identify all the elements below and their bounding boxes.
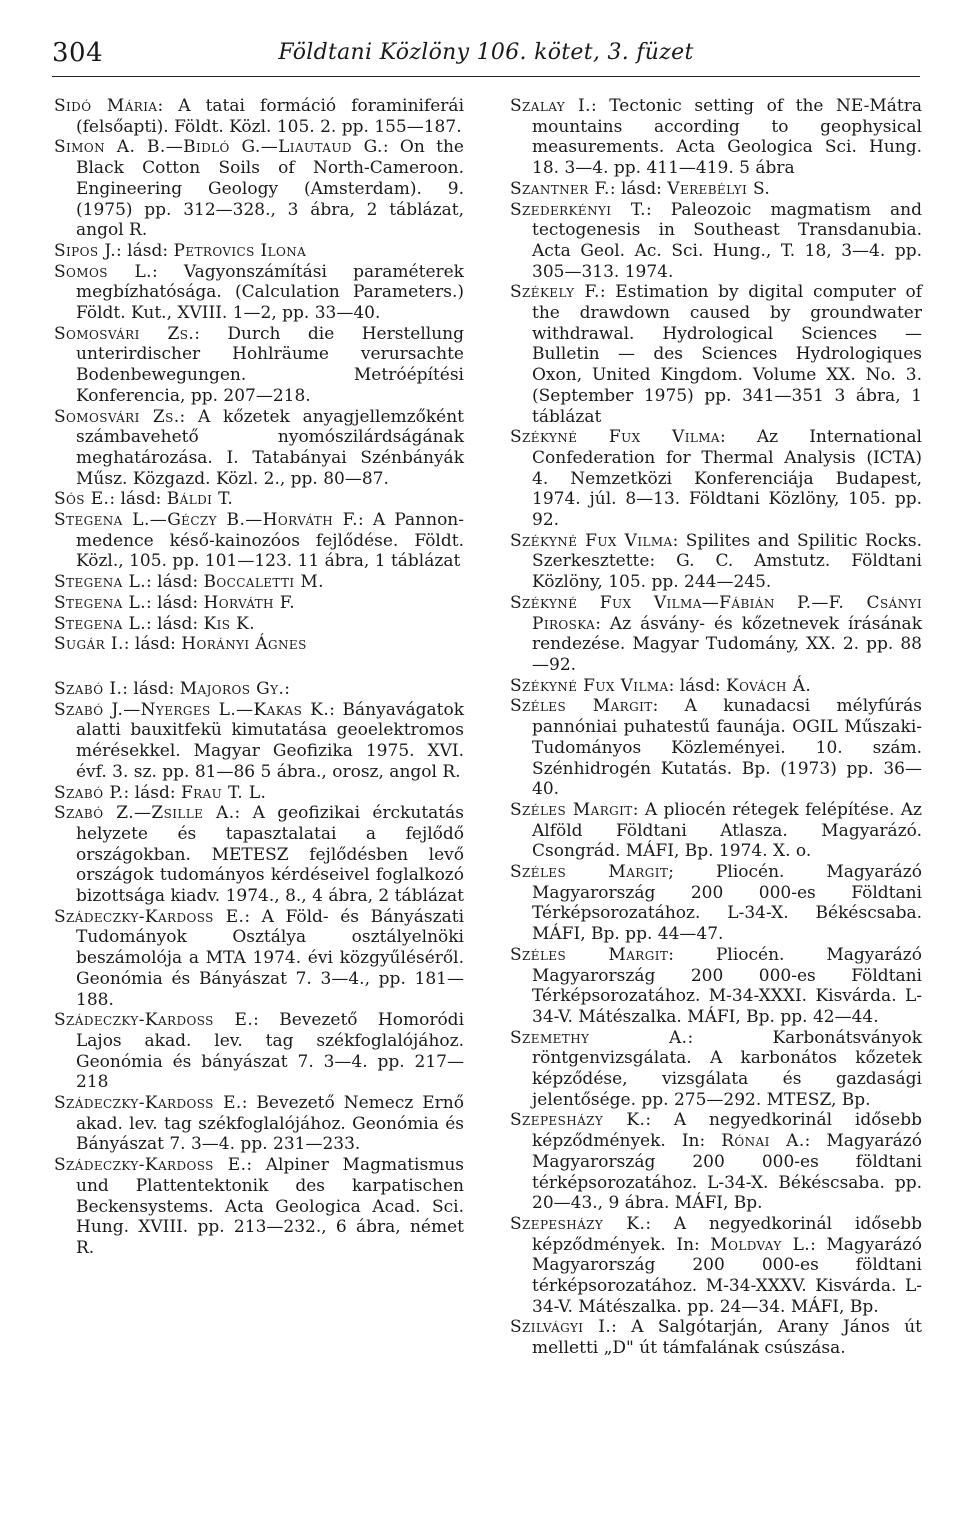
entry-author: Stegena L.—Géczy B.—Horváth F.	[54, 510, 358, 531]
bibliography-entry	[510, 1214, 922, 1318]
entry-author: Széles Margit	[510, 862, 669, 883]
bibliography-entry	[510, 800, 922, 862]
entry-text: : Karbonátsványok röntgenvizsgálata. A karbonátos kőzetek képződése, vizsgálata és gazdasági jelentősége. pp. 275—292. MTESZ, Bp.	[532, 1027, 922, 1110]
entry-text: : A geofizikai érckutatás helyzete és tapasztalatai a fejlődő országokban. METESZ fejlődésben levő országok tudományos kérdéseivel foglalkozó bizottsága kiadv. 1974., 8., 4 ábra, 2 táblázat	[76, 803, 464, 907]
entry-text: : Alpiner Magmatismus und Plattentektonik des karpatischen Beckensystems. Acta Geologica Acad. Sci. Hung. XVIII. pp. 213—232., 6 ábra, német R.	[76, 1155, 464, 1258]
entry-author: Stegena L.	[54, 613, 147, 634]
entry-text: : A Pannon-medence késő-kainozóos fejlődése. Földt. Közl., 105. pp. 101—123. 11 ábra, 1 táblázat	[76, 510, 465, 572]
bibliography-entry	[510, 96, 922, 179]
entry-author: Szantner F.	[510, 178, 610, 199]
entry-cross-reference: Petrovics Ilona	[173, 240, 307, 261]
entry-text: : lásd:	[123, 634, 182, 655]
entry-author: Szilvágyi I.	[510, 1317, 612, 1338]
entry-author: Szalay I.	[510, 96, 591, 116]
entry-text: : A kunadacsi mélyfúrás pannóniai puhatestű faunája. OGIL Műszaki-Tudományos Közleményei. 10. szám. Szénhidrogén Kutatás. Bp. (1973) pp. 36—40.	[532, 696, 922, 800]
bibliography-entry	[54, 324, 464, 407]
bibliography-entry	[54, 96, 464, 137]
bibliography-entry	[510, 593, 922, 676]
bibliography-entry	[54, 803, 464, 907]
bibliography-entry	[510, 179, 922, 200]
entry-text: : lásd:	[146, 592, 204, 613]
entry-text: : Az ásvány- és kőzetnevek írásának rendezése. Magyar Tudomány, XX. 2. pp. 88—92.	[532, 613, 922, 675]
entry-author: Szemethy A.	[510, 1027, 688, 1048]
entry-text: : Spilites and Spilitic Rocks. Szerkesztette: G. C. Amstutz. Földtani Közlöny, 105. pp. 244—245.	[532, 530, 922, 593]
entry-text: : lásd:	[609, 178, 668, 199]
entry-text: : lásd:	[668, 675, 727, 696]
bibliography-entry	[510, 696, 922, 800]
bibliography-entry	[54, 137, 464, 241]
entry-author: Somos L.	[54, 261, 152, 282]
entry-author: Szádeczky-Kardoss E.	[54, 906, 245, 927]
entry-text: ; Pliocén. Magyarázó Magyarország 200 000-es Földtani Térképsorozatához. L-34-X. Békéscsaba. MÁFI, Bp. pp. 44—47.	[532, 862, 922, 945]
bibliography-entry	[54, 241, 464, 262]
entry-author: Szepesházy K.	[510, 1213, 646, 1234]
page-header	[52, 30, 920, 80]
entry-author: Sós E.	[54, 489, 110, 510]
bibliography-entry	[54, 510, 464, 572]
bibliography-entry	[54, 593, 464, 614]
entry-author: Somosvári Zs.	[54, 406, 180, 427]
bibliography-entry	[510, 282, 922, 427]
entry-author: Szepesházy K.	[510, 1110, 646, 1131]
bibliography-entry	[54, 1010, 464, 1093]
entry-author: Stegena L.	[54, 572, 147, 593]
entry-text: : Pliocén. Magyarázó Magyarország 200 000-es Földtani Térképsorozatához. M-34-XXXI. Kisvárda. L-34-V. Mátészalka. MÁFI, Bp. pp. 42—44.	[532, 944, 922, 1027]
right-column	[510, 96, 922, 1359]
entry-text: : A tatai formáció foraminiferái (felsőapti). Földt. Közl. 105. 2. pp. 155—187.	[76, 96, 464, 137]
bibliography-entry	[510, 427, 922, 531]
entry-text: : Bevezető Nemecz Ernő akad. lev. tag székfoglalójához. Geonómia és Bányászat 7. 3—4. pp. 231—233.	[76, 1093, 464, 1155]
entry-author: Szabó Z.—Zsille A.	[54, 803, 235, 824]
entry-cross-reference: Báldi T.	[166, 489, 234, 510]
entry-text: : lásd:	[123, 782, 181, 803]
entry-text: : Paleozoic magmatism and tectogenesis in Southeast Transdanubia. Acta Geol. Ac. Sci. Hung., T. 18, 3—4. pp. 305—313. 1974.	[532, 199, 923, 282]
bibliography-entry	[54, 1093, 464, 1155]
entry-author: Szádeczky-Kardoss E.	[54, 1093, 242, 1114]
entry-author: Sipos J.	[54, 240, 117, 261]
entry-author: Székyné Fux Vilma	[510, 675, 669, 696]
bibliography-entry	[54, 407, 464, 490]
entry-author: Somosvári Zs.	[54, 323, 195, 344]
entry-author: Sidó Mária	[54, 96, 158, 116]
entry-text: : lásd:	[122, 678, 180, 699]
entry-author: Széles Margit	[510, 696, 653, 717]
entry-cross-reference: Kis K.	[203, 613, 256, 634]
entry-author: Székyné Fux Vilma—Fábián P.—F. Csányi Piroska	[510, 592, 922, 634]
entry-text: : A Salgótarján, Arany János út melletti „D" út támfalának csúszása.	[532, 1317, 922, 1359]
entry-text: : Bevezető Homoródi Lajos akad. lev. tag székfoglalójához. Geonómia és bányászat 7. 3—4. pp. 217—218	[76, 1010, 464, 1093]
page-number: 304	[52, 38, 104, 68]
entry-author: Szabó I.	[54, 678, 123, 699]
entry-text-continued: : Magyarázó Magyarország 200 000-es földtani térképsorozatához. L-34-X. Békéscsaba. pp. 20—43., 9 ábra. MÁFI, Bp.	[532, 1131, 922, 1214]
entry-author: Stegena L.	[54, 592, 147, 613]
entry-author: Szederkényi T.	[510, 199, 646, 220]
bibliography-entry	[510, 1110, 922, 1214]
entry-text: : Tectonic setting of the NE-Mátra mountains according to geophysical measurements. Acta Geologica Sci. Hung. 18. 3—4. pp. 411—419. 5 ábra	[532, 96, 923, 179]
entry-cross-reference: Boccaletti M.	[203, 572, 324, 593]
bibliography-entry	[510, 200, 922, 283]
entry-author: Szabó P.	[54, 782, 124, 803]
entry-text: : On the Black Cotton Soils of North-Cameroon. Engineering Geology (Amsterdam). 9. (1975) pp. 312—328., 3 ábra, 2 táblázat, angol R.	[76, 137, 464, 241]
entry-author: Székely F.	[510, 282, 600, 303]
entry-author: Széles Margit	[510, 944, 669, 965]
entry-text: : lásd:	[146, 613, 204, 634]
entry-text: : A pliocén rétegek felépítése. Az Alföld Földtani Atlasza. Magyarázó. Csongrád. MÁFI, Bp. 1974. X. o.	[532, 799, 922, 862]
entry-cross-reference: Horváth F.	[203, 592, 296, 613]
bibliography-entry	[54, 634, 464, 655]
entry-text: : A kőzetek anyagjellemzőként számbavehető nyomószilárdságának meghatározása. I. Tatabányai Szénbányák Műsz. Közgazd. Közl. 2., pp. 80—87.	[76, 406, 464, 489]
entry-text: : Durch die Herstellung unterirdischer Hohlräume verursachte Bodenbewegungen. Metróépítési Konferencia, pp. 207—218.	[76, 323, 464, 406]
left-column	[54, 96, 464, 1259]
entry-text: : lásd:	[116, 240, 174, 261]
entry-text-continued: : Magyarázó Magyarország 200 000-es földtani térképsorozatához. M-34-XXXV. Kisvárda. L-34-V. Mátészalka. pp. 24—34. MÁFI, Bp.	[532, 1234, 922, 1317]
bibliography-entry	[54, 614, 464, 635]
entry-cross-reference: Rónai A.	[721, 1131, 805, 1152]
bibliography-entry	[54, 700, 464, 783]
bibliography-entry	[54, 572, 464, 593]
entry-cross-reference: Frau T. L.	[180, 782, 267, 803]
entry-text: : lásd:	[109, 489, 167, 510]
entry-text: : Vagyonszámítási paraméterek megbízhatósága. (Calculation Parameters.) Földt. Kut., XVIII. 1—2, pp. 33—40.	[76, 261, 464, 324]
bibliography-entry	[54, 489, 464, 510]
entry-text: : Estimation by digital computer of the drawdown caused by groundwater withdrawal. Hydrological Sciences — Bulletin — des Sciences Hydrologiques Oxon, United Kingdom. Volume XX. No. 3. (September 1975) pp. 341—351 3 ábra, 1 táblázat	[532, 282, 923, 427]
entry-cross-reference: Moldvay L.	[710, 1234, 811, 1255]
entry-author: Székyné Fux Vilma	[510, 530, 673, 551]
entry-cross-reference: Kovách Á.	[726, 675, 812, 696]
entry-text: : A Föld- és Bányászati Tudományok Osztálya osztályelnöki beszámolója a MTA 1974. évi közgyűléséről. Geonómia és Bányászat 7. 3—4., pp. 181—188.	[76, 906, 464, 1010]
entry-text: : Az International Confederation for Thermal Analysis (ICTA) 4. Nemzetközi Konferenciája Budapest, 1974. júl. 8—13. Földtani Közlöny, 105. pp. 92.	[532, 427, 922, 531]
running-title: Földtani Közlöny 106. kötet, 3. füzet	[278, 40, 694, 65]
bibliography-entry	[54, 1155, 464, 1259]
bibliography-entry	[510, 1317, 922, 1358]
entry-author: Szabó J.—Nyerges L.—Kakas K.	[54, 699, 330, 720]
bibliography-entry	[510, 862, 922, 945]
entry-author: Székyné Fux Vilma	[510, 427, 720, 448]
entry-author: Szádeczky-Kardoss E.	[54, 1010, 254, 1031]
bibliography-entry	[510, 1028, 922, 1111]
bibliography-entry	[54, 907, 464, 1011]
entry-text: : A negyedkorinál idősebb képződmények. In:	[532, 1110, 922, 1152]
entry-text: : lásd:	[146, 572, 204, 593]
bibliography-entry	[510, 676, 922, 697]
entry-author: Sugár I.	[54, 634, 124, 655]
entry-author: Simon A. B.—Bidló G.—Liautaud G.	[54, 137, 383, 158]
entry-author: Szádeczky-Kardoss E.	[54, 1155, 247, 1176]
entry-text: : Bányavágatok alatti bauxitfekü kimutatása geoelektromos mérésekkel. Magyar Geofizika 1975. XVI. évf. 3. sz. pp. 81—86 5 ábra., orosz, angol R.	[76, 699, 464, 782]
entry-author: Széles Margit	[510, 799, 633, 820]
bibliography-entry	[510, 531, 922, 593]
entry-text: : A negyedkorinál idősebb képződmények. In:	[532, 1213, 922, 1255]
bibliography-entry	[54, 783, 464, 804]
bibliography-entry	[54, 262, 464, 324]
bibliography-entry	[510, 945, 922, 1028]
header-rule	[52, 76, 920, 77]
bibliography-entry	[54, 679, 464, 700]
entry-cross-reference: Verebélyi S.	[667, 178, 771, 199]
entry-cross-reference: Majoros Gy.:	[179, 678, 291, 699]
entry-cross-reference: Horányi Ágnes	[181, 634, 307, 655]
